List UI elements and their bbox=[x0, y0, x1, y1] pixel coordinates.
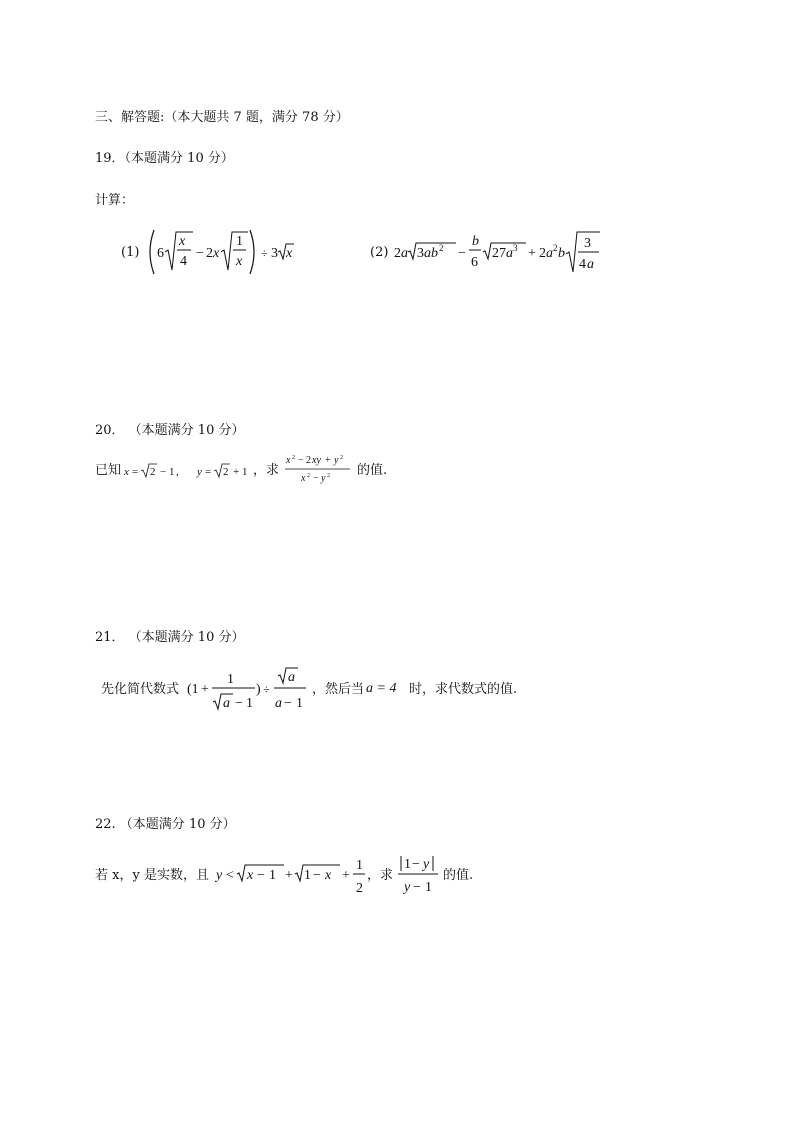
svg-text:x: x bbox=[179, 234, 186, 249]
svg-text:y: y bbox=[216, 868, 223, 883]
svg-text:1: 1 bbox=[227, 672, 234, 687]
problem-22-number: 22. （本题满分 10 分） bbox=[95, 817, 236, 832]
problem-21-number: 21． （本题满分 10 分） bbox=[95, 630, 245, 645]
svg-text:): ) bbox=[256, 682, 261, 697]
svg-text:2: 2 bbox=[292, 455, 295, 461]
svg-text:3: 3 bbox=[513, 243, 518, 253]
svg-text:y: y bbox=[404, 880, 411, 895]
problem-21-formula bbox=[186, 666, 310, 718]
svg-text:−: − bbox=[458, 246, 466, 261]
problem-20-x-svg bbox=[123, 459, 185, 481]
problem-20-y-formula bbox=[196, 459, 256, 485]
problem-19-number: 19．（本题满分 10 分） bbox=[95, 151, 234, 166]
svg-text:−: − bbox=[284, 696, 292, 711]
svg-text:1: 1 bbox=[356, 858, 363, 873]
svg-text:4: 4 bbox=[180, 254, 187, 269]
problem-19-part1-label: (1) bbox=[121, 245, 140, 260]
svg-text:6: 6 bbox=[157, 246, 164, 261]
svg-text:1: 1 bbox=[169, 466, 175, 478]
svg-text:3: 3 bbox=[417, 246, 424, 261]
svg-text:−: − bbox=[313, 473, 319, 484]
problem-20-y-svg bbox=[196, 459, 256, 481]
svg-text:+: + bbox=[201, 682, 209, 697]
svg-text:a: a bbox=[288, 670, 295, 685]
svg-text:27: 27 bbox=[492, 246, 506, 261]
problem-19-part1-svg bbox=[145, 228, 295, 278]
svg-text:a: a bbox=[587, 257, 594, 272]
problem-19-part1-formula bbox=[145, 228, 295, 282]
svg-text:1: 1 bbox=[236, 234, 243, 249]
section-heading: 三、解答题:（本大题共 7 题，满分 78 分） bbox=[95, 110, 349, 125]
svg-text:x: x bbox=[301, 473, 306, 484]
svg-text:+: + bbox=[233, 466, 240, 478]
problem-22-find-label: ，求 bbox=[367, 868, 394, 883]
svg-text:a: a bbox=[223, 696, 230, 711]
svg-text:3: 3 bbox=[584, 236, 591, 251]
svg-text:b: b bbox=[472, 234, 479, 249]
svg-text:x: x bbox=[236, 254, 243, 269]
problem-22-fraction bbox=[396, 852, 442, 902]
problem-20-find-label: ，求 bbox=[253, 463, 280, 478]
svg-text:−: − bbox=[298, 455, 304, 466]
svg-text:2: 2 bbox=[206, 246, 213, 261]
problem-19-instruction: 计算： bbox=[95, 193, 135, 208]
svg-text:x: x bbox=[247, 868, 254, 883]
svg-text:2: 2 bbox=[394, 246, 401, 261]
problem-22-ineq-svg bbox=[214, 852, 368, 900]
svg-text:+: + bbox=[342, 868, 350, 883]
svg-text:+: + bbox=[528, 246, 536, 261]
svg-text:+: + bbox=[325, 455, 331, 466]
svg-text:2: 2 bbox=[439, 243, 444, 253]
svg-text:y: y bbox=[423, 857, 430, 872]
svg-text:2: 2 bbox=[150, 466, 156, 478]
svg-text:<: < bbox=[226, 868, 234, 883]
problem-19-part2-label: (2) bbox=[370, 245, 389, 260]
svg-text:1: 1 bbox=[269, 868, 276, 883]
problem-20-number: 20． （本题满分 10 分） bbox=[95, 423, 245, 438]
svg-text:4: 4 bbox=[579, 257, 586, 272]
svg-text:2: 2 bbox=[553, 243, 558, 253]
problem-19-part2-svg bbox=[392, 228, 604, 278]
svg-text:2: 2 bbox=[356, 881, 363, 896]
svg-text:1: 1 bbox=[304, 868, 311, 883]
problem-22-inequality bbox=[214, 852, 368, 904]
svg-text:ab: ab bbox=[424, 246, 438, 261]
svg-text:1: 1 bbox=[296, 696, 303, 711]
svg-text:1: 1 bbox=[404, 857, 411, 872]
svg-text:÷: ÷ bbox=[263, 682, 270, 696]
svg-text:a: a bbox=[401, 246, 408, 261]
problem-21-when: 时，求代数式的值. bbox=[409, 682, 518, 697]
svg-text:x: x bbox=[286, 246, 293, 261]
svg-text:2: 2 bbox=[306, 455, 311, 466]
svg-text:y: y bbox=[321, 473, 326, 484]
svg-text:1: 1 bbox=[242, 466, 248, 478]
svg-text:(1: (1 bbox=[187, 682, 199, 697]
svg-text:−: − bbox=[413, 880, 421, 895]
problem-19-part2-formula bbox=[392, 228, 604, 282]
svg-text:2: 2 bbox=[340, 455, 343, 461]
svg-text:x: x bbox=[325, 868, 332, 883]
problem-22-fraction-svg bbox=[396, 852, 442, 898]
svg-text:3: 3 bbox=[271, 246, 278, 261]
svg-text:−: − bbox=[160, 466, 167, 478]
svg-text:a: a bbox=[506, 246, 513, 261]
svg-text:x: x bbox=[213, 246, 220, 261]
problem-21-svg bbox=[186, 666, 310, 714]
svg-text:a: a bbox=[275, 696, 282, 711]
problem-21-condition: a = 4 bbox=[366, 681, 397, 696]
svg-text:+: + bbox=[285, 868, 293, 883]
svg-text:−: − bbox=[313, 868, 321, 883]
svg-text:2: 2 bbox=[307, 473, 310, 479]
svg-text:b: b bbox=[558, 246, 565, 261]
problem-20-fraction bbox=[284, 450, 358, 494]
svg-text:y: y bbox=[334, 455, 339, 466]
problem-21-then: ，然后当 bbox=[312, 682, 365, 697]
problem-21-intro: 先化简代数式 bbox=[101, 682, 180, 697]
svg-text:=: = bbox=[205, 466, 212, 478]
svg-text:1: 1 bbox=[425, 880, 432, 895]
svg-text:=: = bbox=[132, 466, 139, 478]
problem-20-given-label: 已知 bbox=[95, 463, 122, 478]
problem-20-x-formula bbox=[123, 459, 185, 485]
svg-text:x: x bbox=[286, 455, 291, 466]
problem-22-intro: 若 x，y 是实数，且 bbox=[95, 868, 209, 883]
problem-20-fraction-svg bbox=[284, 450, 358, 490]
svg-text:y: y bbox=[197, 466, 202, 478]
svg-text:2: 2 bbox=[327, 473, 330, 479]
problem-20-value-label: 的值. bbox=[357, 463, 388, 478]
svg-text:x: x bbox=[124, 466, 129, 478]
svg-text:−: − bbox=[412, 857, 420, 872]
svg-text:2: 2 bbox=[223, 466, 229, 478]
svg-text:−: − bbox=[257, 868, 265, 883]
svg-text:,: , bbox=[176, 466, 179, 478]
svg-text:a: a bbox=[546, 246, 553, 261]
problem-22-value-label: 的值. bbox=[443, 868, 474, 883]
svg-text:1: 1 bbox=[246, 696, 253, 711]
svg-text:xy: xy bbox=[312, 455, 321, 466]
svg-text:−: − bbox=[235, 696, 243, 711]
svg-text:÷: ÷ bbox=[261, 246, 268, 260]
svg-text:6: 6 bbox=[471, 255, 478, 270]
svg-text:−: − bbox=[196, 246, 204, 261]
svg-text:2: 2 bbox=[539, 246, 546, 261]
